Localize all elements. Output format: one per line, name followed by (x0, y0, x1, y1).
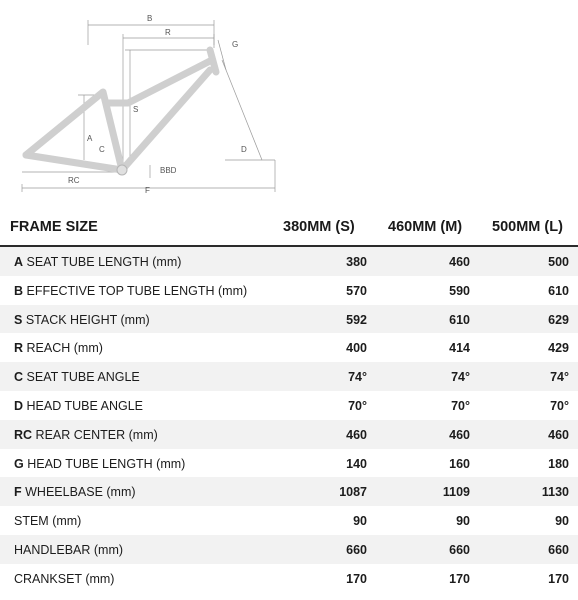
row-value: 500 (548, 255, 569, 269)
row-label (14, 313, 150, 327)
row-code: C (14, 370, 24, 385)
frame-geometry-diagram (0, 0, 578, 205)
row-value: 460 (449, 255, 470, 269)
row-value: 90 (456, 514, 470, 529)
row-label (14, 284, 247, 298)
table-row (0, 276, 578, 305)
row-label-text: HEAD TUBE LENGTH (mm) (27, 456, 186, 471)
row-value: 400 (346, 341, 367, 356)
label-b: B (147, 14, 153, 23)
row-code: RC (14, 427, 33, 442)
row-value: 90 (353, 514, 367, 529)
row-label-text: HEAD TUBE ANGLE (26, 398, 143, 413)
geometry-table-body (0, 247, 578, 593)
row-label-text: EFFECTIVE TOP TUBE LENGTH (mm) (26, 283, 248, 298)
row-value: 180 (548, 456, 569, 471)
row-value: 170 (346, 571, 367, 586)
label-a: A (87, 134, 93, 143)
row-label (14, 514, 81, 528)
row-label-text: SEAT TUBE ANGLE (26, 370, 140, 385)
row-value: 629 (548, 312, 569, 327)
row-label-text: REAR CENTER (mm) (35, 427, 158, 442)
row-label (14, 457, 185, 471)
row-label (14, 485, 136, 499)
header-frame-size: FRAME SIZE (10, 219, 98, 235)
row-label-text: REACH (mm) (26, 341, 103, 356)
table-row (0, 564, 578, 593)
row-value: 610 (449, 312, 470, 327)
row-value: 660 (346, 542, 367, 557)
row-value: 170 (548, 571, 569, 586)
row-label-text: SEAT TUBE LENGTH (mm) (26, 255, 182, 269)
row-value: 74° (550, 370, 569, 385)
row-value: 170 (449, 571, 470, 586)
label-g: G (232, 40, 239, 49)
row-code: G (14, 456, 24, 471)
row-value: 1130 (541, 485, 569, 500)
row-value: 590 (449, 283, 470, 298)
table-row (0, 477, 578, 506)
row-value: 460 (548, 427, 569, 442)
row-code: R (14, 341, 24, 356)
row-value: 429 (548, 341, 569, 356)
row-label-text: HANDLEBAR (mm) (14, 542, 124, 557)
row-label-text: STEM (mm) (14, 514, 82, 529)
row-value: 70° (451, 398, 470, 413)
bottom-bracket (117, 165, 127, 175)
table-row (0, 305, 578, 334)
label-d: D (241, 145, 247, 154)
row-value: 660 (449, 542, 470, 557)
label-s: S (133, 105, 139, 114)
label-r: R (165, 28, 171, 37)
row-value: 160 (449, 456, 470, 471)
table-row (0, 506, 578, 535)
table-row (0, 247, 578, 276)
row-value: 90 (555, 514, 569, 529)
row-value: 460 (346, 427, 367, 442)
row-value: 70° (348, 398, 367, 413)
label-rc: RC (68, 176, 80, 185)
row-label (14, 572, 114, 586)
row-value: 74° (348, 370, 367, 385)
table-row (0, 333, 578, 362)
header-size-m: 460MM (M) (388, 219, 463, 235)
row-label (14, 428, 158, 442)
row-value: 1109 (442, 485, 470, 500)
row-code: S (14, 312, 23, 327)
row-label (14, 341, 103, 355)
row-value: 592 (346, 312, 367, 327)
row-label-text: CRANKSET (mm) (14, 571, 115, 586)
row-value: 1087 (339, 485, 367, 500)
row-value: 460 (449, 427, 470, 442)
header-size-s: 380MM (S) (283, 219, 355, 235)
row-code: A (14, 255, 24, 269)
table-row (0, 449, 578, 478)
row-value: 570 (346, 283, 367, 298)
row-label (14, 399, 143, 413)
table-row (0, 362, 578, 391)
table-row (0, 391, 578, 420)
row-value: 380 (346, 255, 367, 269)
row-value: 414 (449, 341, 470, 356)
label-f: F (145, 186, 150, 195)
header-size-l: 500MM (L) (492, 219, 563, 235)
row-label (14, 543, 123, 557)
table-header (0, 205, 578, 247)
row-value: 74° (451, 370, 470, 385)
row-value: 70° (550, 398, 569, 413)
row-code: F (14, 485, 22, 500)
row-label (14, 255, 181, 269)
row-value: 660 (548, 542, 569, 557)
table-row (0, 535, 578, 564)
row-code: D (14, 398, 24, 413)
bike-frame (26, 50, 216, 170)
row-code: B (14, 283, 24, 298)
table-row (0, 420, 578, 449)
row-value: 140 (346, 456, 367, 471)
label-bbd: BBD (160, 166, 177, 175)
row-label (14, 370, 140, 384)
row-label-text: WHEELBASE (mm) (25, 485, 136, 500)
label-c: C (99, 145, 105, 154)
row-label-text: STACK HEIGHT (mm) (25, 312, 150, 327)
row-value: 610 (548, 283, 569, 298)
